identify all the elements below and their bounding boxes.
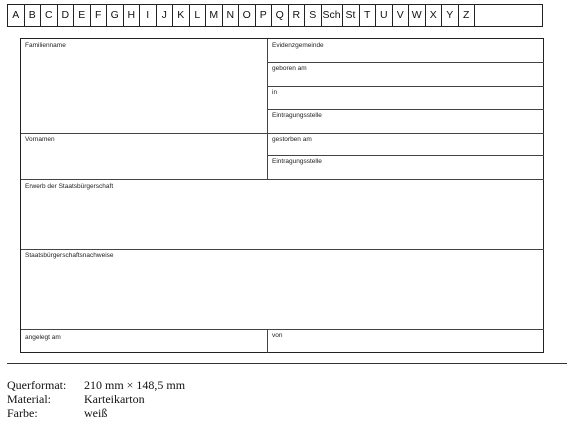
row-line xyxy=(21,133,544,134)
alphabet-cell: B xyxy=(25,5,42,26)
row-line xyxy=(267,155,544,156)
spec-key: Farbe: xyxy=(7,406,38,420)
alphabet-cell: H xyxy=(124,5,141,26)
alphabet-cell: M xyxy=(206,5,223,26)
row-line xyxy=(267,86,544,87)
label-in: in xyxy=(272,89,278,96)
alphabet-cell: Z xyxy=(459,5,476,26)
alphabet-cell: X xyxy=(426,5,443,26)
spec-row xyxy=(7,392,185,406)
alphabet-empty-cell xyxy=(475,5,542,26)
alphabet-cell: Q xyxy=(272,5,289,26)
spec-key: Querformat: xyxy=(7,378,67,392)
spec-value: Karteikarton xyxy=(84,392,145,406)
spec-row xyxy=(7,406,185,420)
row-line xyxy=(267,62,544,63)
row-line xyxy=(267,109,544,110)
label-eintragungsstelle: Eintragungsstelle xyxy=(272,158,322,165)
row-line xyxy=(21,329,544,330)
alphabet-index-strip xyxy=(7,4,543,27)
alphabet-cell: St xyxy=(343,5,360,26)
spec-value: weiß xyxy=(84,406,108,420)
alphabet-cell: G xyxy=(107,5,124,26)
row-line xyxy=(21,179,544,180)
index-card-form xyxy=(20,38,544,353)
alphabet-cell: F xyxy=(91,5,108,26)
row-line xyxy=(21,249,544,250)
column-divider xyxy=(267,329,268,353)
alphabet-cell: E xyxy=(74,5,91,26)
label-staatsbuergerschaftsnachweise: Staatsbürgerschaftsnachweise xyxy=(25,252,114,259)
spec-row xyxy=(7,378,185,392)
alphabet-cell: C xyxy=(41,5,58,26)
specifications xyxy=(7,378,185,420)
label-geboren-am: geboren am xyxy=(272,65,307,72)
alphabet-cell: A xyxy=(8,5,25,26)
alphabet-cell: L xyxy=(190,5,207,26)
label-gestorben-am: gestorben am xyxy=(272,136,312,143)
section-separator xyxy=(7,363,567,364)
alphabet-cell: Y xyxy=(442,5,459,26)
alphabet-cell: T xyxy=(360,5,377,26)
alphabet-cell: K xyxy=(173,5,190,26)
label-von: von xyxy=(272,332,283,339)
label-vornamen: Vornamen xyxy=(25,136,55,143)
alphabet-cell: D xyxy=(58,5,75,26)
alphabet-cell: O xyxy=(239,5,256,26)
spec-key: Material: xyxy=(7,392,51,406)
spec-value: 210 mm × 148,5 mm xyxy=(84,378,186,392)
label-evidenzgemeinde: Evidenzgemeinde xyxy=(272,42,324,49)
alphabet-cell: R xyxy=(289,5,306,26)
alphabet-cell: I xyxy=(140,5,157,26)
alphabet-cell: V xyxy=(393,5,410,26)
alphabet-cell: U xyxy=(376,5,393,26)
alphabet-cell: W xyxy=(409,5,426,26)
alphabet-cell: Sch xyxy=(322,5,343,26)
label-eintragungsstelle: Eintragungsstelle xyxy=(272,112,322,119)
alphabet-cell: S xyxy=(305,5,322,26)
alphabet-cell: J xyxy=(157,5,174,26)
alphabet-cell: N xyxy=(223,5,240,26)
label-familienname: Familienname xyxy=(25,42,66,49)
alphabet-cell: P xyxy=(256,5,273,26)
label-erwerb-staatsbuergerschaft: Erwerb der Staatsbürgerschaft xyxy=(25,183,114,190)
label-angelegt-am: angelegt am xyxy=(25,334,61,341)
